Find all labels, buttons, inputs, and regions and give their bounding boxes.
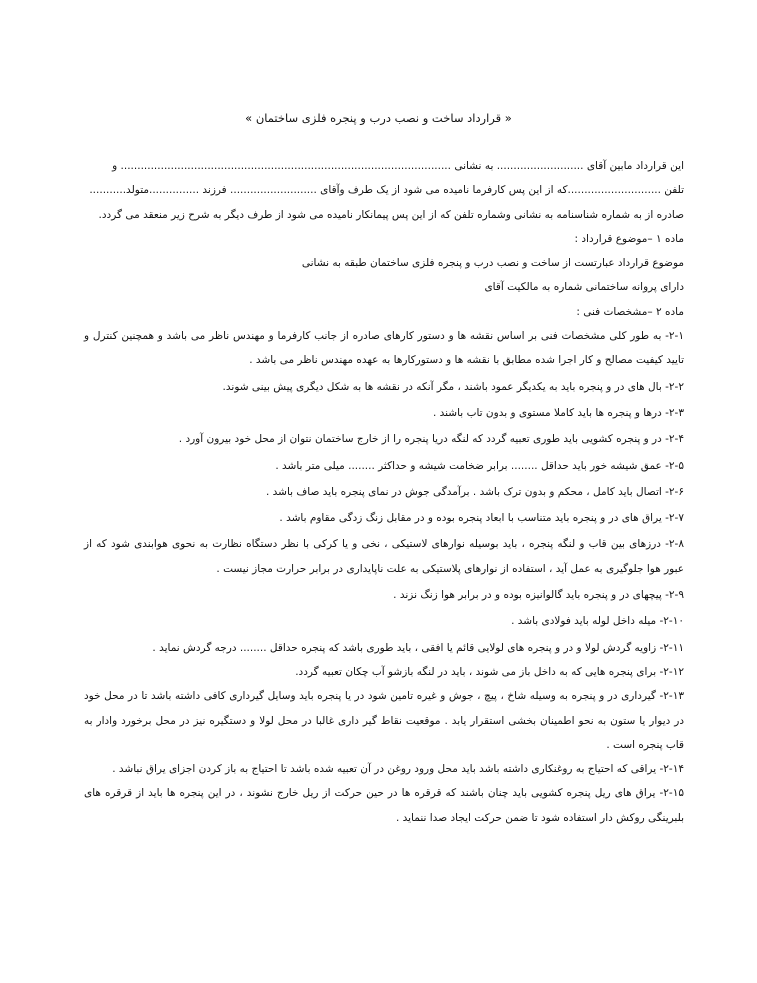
clause: ۲-۱- به طور کلی مشخصات فنی بر اساس نقشه ها و دستور کارهای صادره از جانب کارفرما و مهندس ناظر می باشد و همچنین کنترل و تایید کیفیت مصالح و کار اجرا شده مطابق با نقشه ها و دستورکارها به عهده مهندس ناظر می باشد . [84, 330, 684, 367]
paragraph: تلفن ............................که از این پس کارفرما نامیده می شود از یک طرف وآقای .......................... فرزند ...............متولد........... [89, 184, 684, 197]
clause: ۲-۴- در و پنجره کشویی باید طوری تعبیه گردد که لنگه دریا پنجره را از خارج ساختمان نتوان از محل خود بیرون آورد . [178, 433, 684, 446]
document-body [84, 154, 684, 830]
clause: ۲-۹- پیچهای در و پنجره باید گالوانیزه بوده و در برابر هوا زنگ نزند . [393, 589, 684, 602]
clause: ۲-۱۵- یراق های ریل پنجره کشویی باید چنان باشند که قرقره ها در حین حرکت از ریل خارج نشوند ، در این پنجره ها باید از قرقره های بلبرینگی روکش دار استفاده شود تا ضمن حرکت ایجاد صدا ننماید . [84, 787, 684, 824]
clause: ۲-۷- یراق های در و پنجره باید متناسب با ابعاد پنجره بوده و در مقابل زنگ زدگی مقاوم باشد . [279, 512, 684, 525]
clause: ۲-۵- عمق شیشه خور باید حداقل ........ برابر ضخامت شیشه و حداکثر ........ میلی متر باشد . [275, 459, 684, 472]
article-heading: ماده ۱ –موضوع قرارداد : [574, 232, 684, 245]
paragraph: صادره از به شماره شناسنامه به نشانی وشماره تلفن که از این پس پیمانکار نامیده می شود از طرف دیگر به شرح زیر منعقد می گردد. [98, 208, 684, 221]
clause: ۲-۱۳- گیرداری در و پنجره به وسیله شاخ ، پیچ ، جوش و غیره تامین شود در یا پنجره باید وسایل گیرداری کافی داشته باشد تا در محل خود در دیوار یا ستون به نحو اطمینان بخشی استقرار یابد . موقعیت نقاط گیر داری غالبا در محل لولا و دستگیره نیز در محل برخورد وادار به قاب پنجره است . [84, 690, 684, 751]
paragraph: این قرارداد مابین آقای .......................... به نشانی ................................................................................................... و [112, 160, 684, 172]
document-title: « قرارداد ساخت و نصب درب و پنجره فلزی ساختمان » [245, 111, 512, 125]
clause: ۲-۳- درها و پنجره ها باید کاملا مستوی و بدون تاب باشند . [432, 406, 684, 419]
clause: ۲-۱۲- برای پنجره هایی که به داخل باز می شوند ، باید در لنگه بازشو آب چکان تعبیه گردد. [295, 665, 684, 678]
clause: ۲-۲- بال های در و پنجره باید به یکدیگر عمود باشند ، مگر آنکه در نقشه ها به شکل دیگری پیش بینی شوند. [222, 380, 684, 393]
clause: ۲-۱۱- زاویه گردش لولا و در و پنجره های لولایی قائم یا افقی ، باید طوری باشد که پنجره حداقل ........ درجه گردش نماید . [152, 641, 684, 654]
article-heading: ماده ۲ –مشخصات فنی : [576, 305, 684, 318]
paragraph: موضوع قرارداد عبارتست از ساخت و نصب درب و پنجره فلزی ساختمان طبقه به نشانی [301, 257, 684, 270]
paragraph: دارای پروانه ساختمانی شماره به مالکیت آقای [484, 281, 684, 294]
clause: ۲-۶- اتصال باید کامل ، محکم و بدون ترک باشد . برآمدگی جوش در نمای پنجره باید صاف باشد . [265, 485, 684, 498]
clause: ۲-۱۴- یراقی که احتیاج به روغنکاری داشته باشد باید محل ورود روغن در آن تعبیه شده باشد تا احتیاج به باز کردن اجزای یراق نباشد . [112, 763, 684, 776]
clause: ۲-۱۰- میله داخل لوله باید فولادی باشد . [511, 615, 684, 628]
clause: ۲-۸- درزهای بین قاب و لنگه پنجره ، باید بوسیله نوارهای لاستیکی ، نخی و یا کرکی با نظر دستگاه نظارت به نحوی هوابندی شود که از عبور هوا جلوگیری به عمل آید ، استفاده از نوارهای پلاستیکی به علت ناپایداری در برابر حرارت مجاز نیست . [84, 538, 684, 575]
